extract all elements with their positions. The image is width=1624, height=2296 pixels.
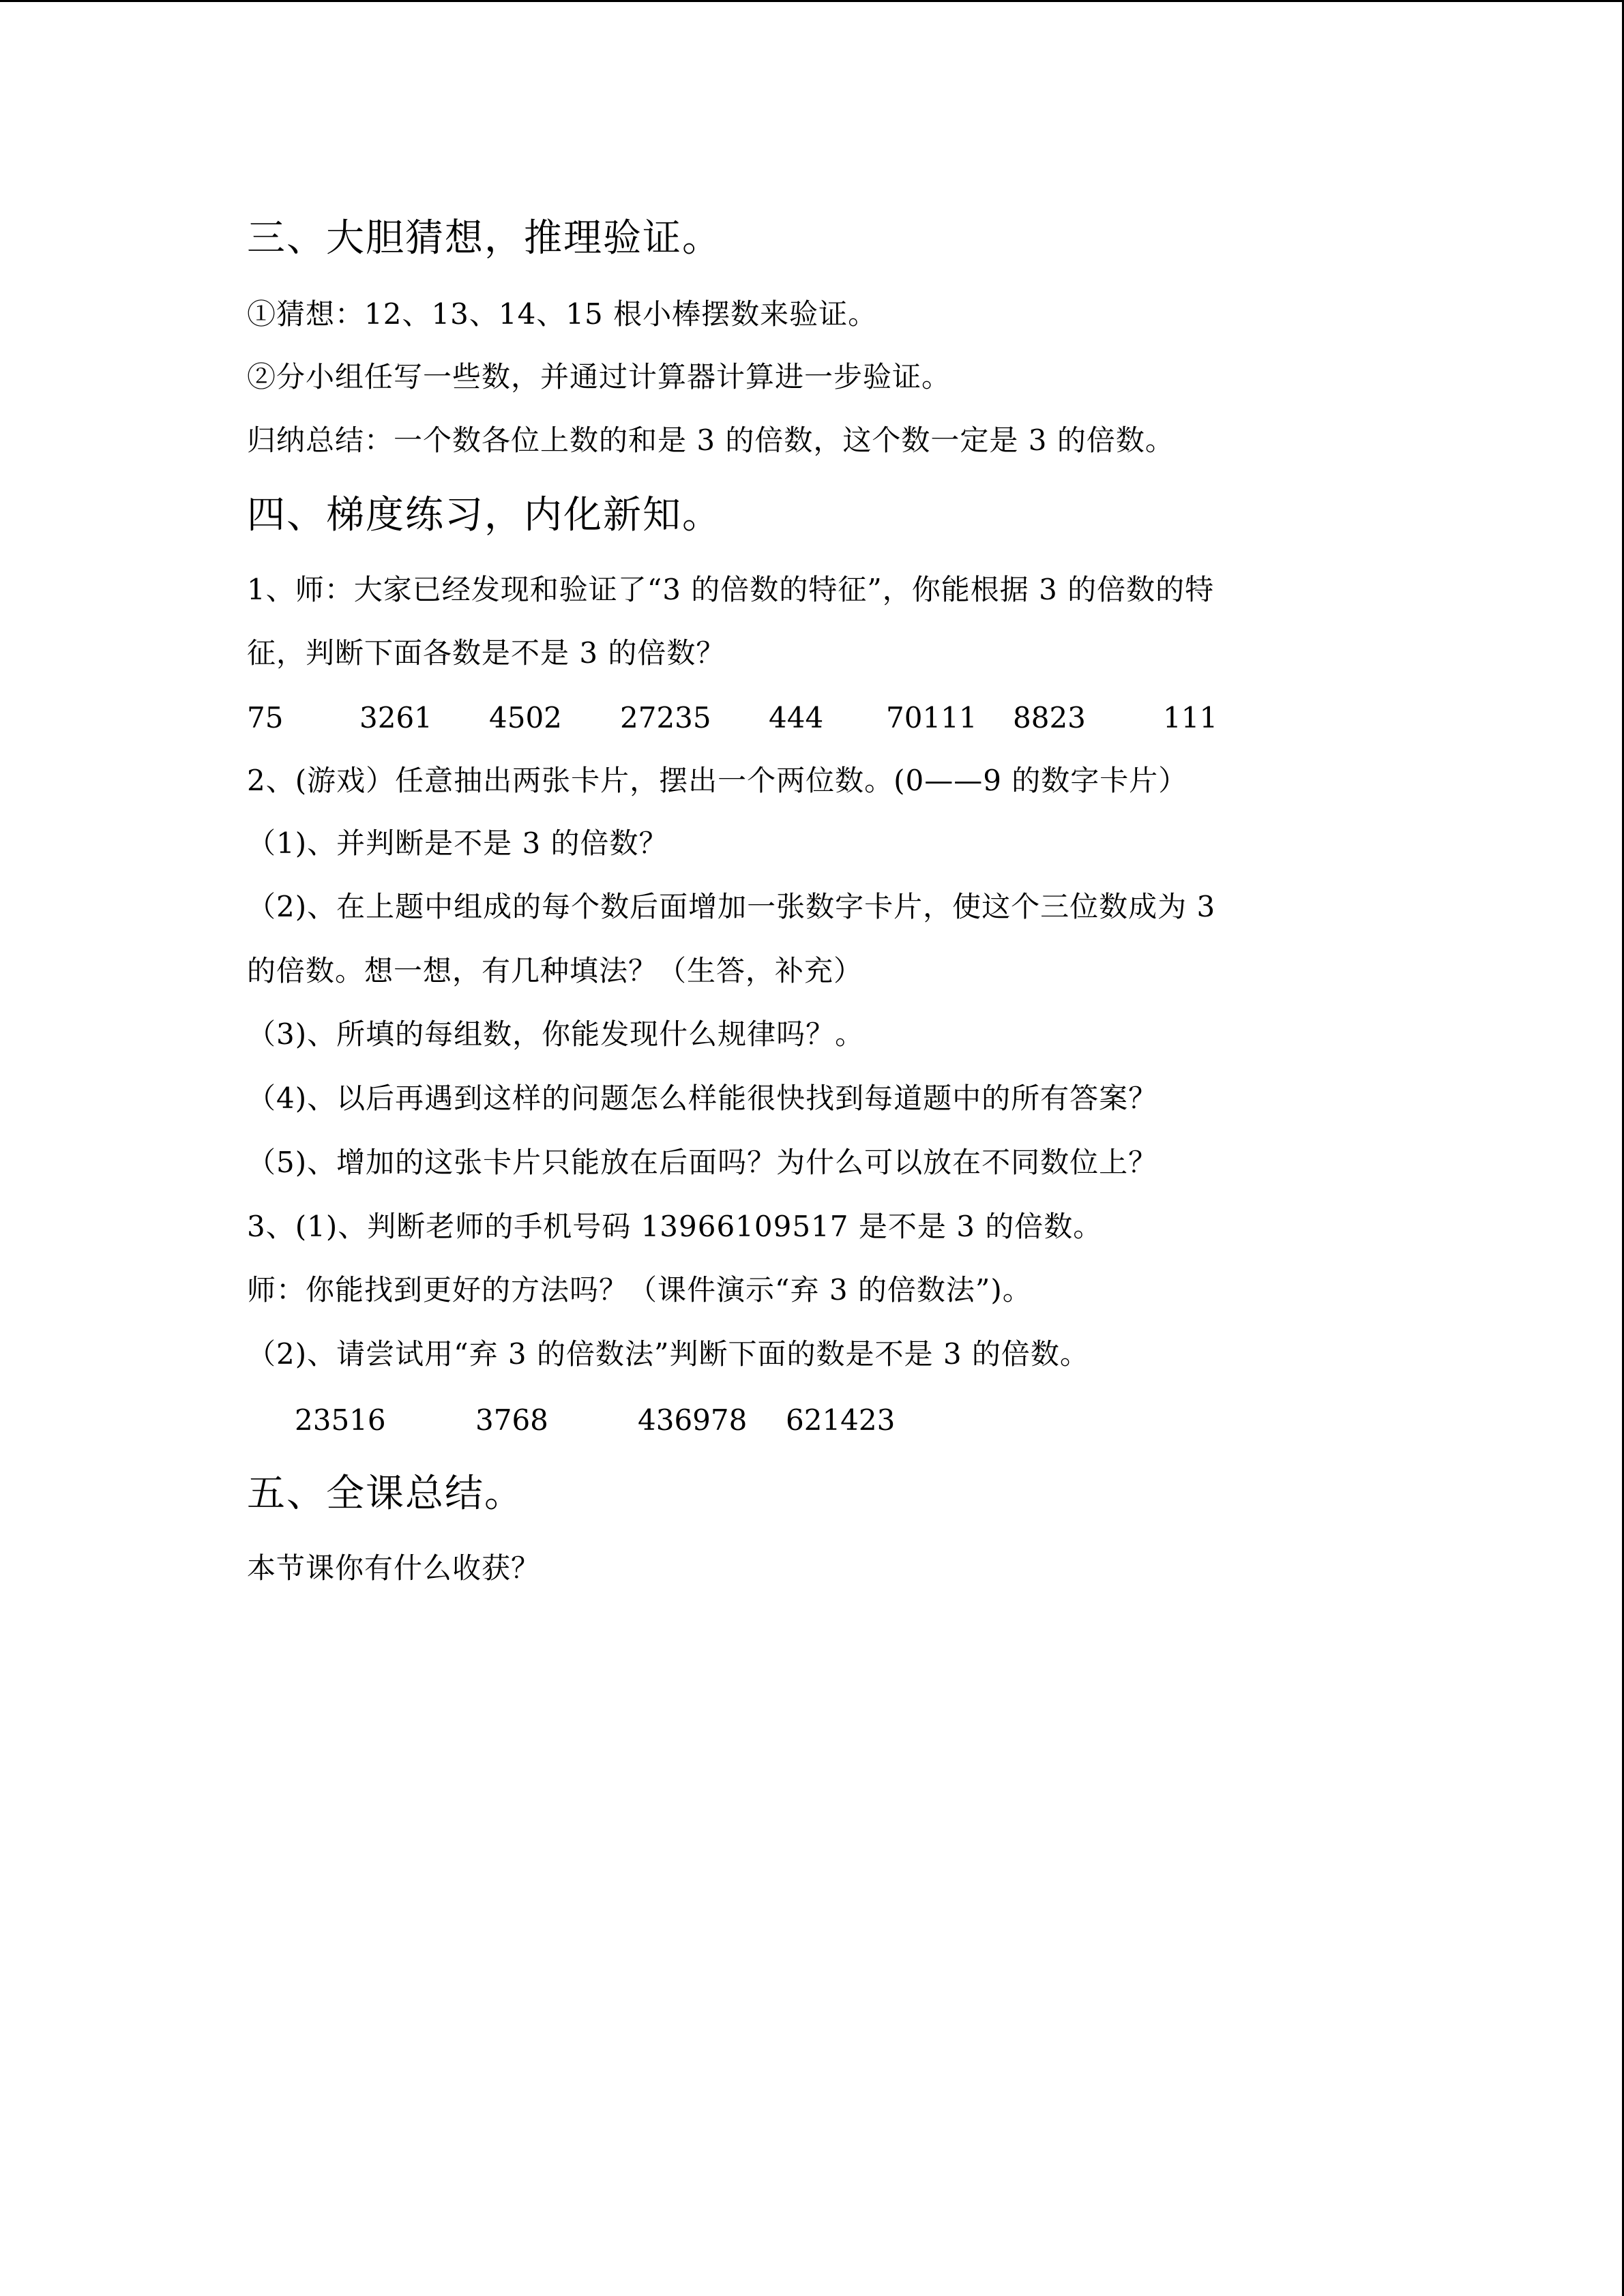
q2-sub2-line1: （2)、在上题中组成的每个数后面增加一张数字卡片，使这个三位数成为 3	[247, 890, 1216, 923]
q3-number: 3768	[475, 1403, 548, 1437]
section-5-heading: 五、全课总结。	[247, 1472, 524, 1516]
q3-number: 621423	[786, 1403, 896, 1437]
q2-sub3: （3)、所填的每组数，你能发现什么规律吗？。	[247, 1017, 865, 1051]
q2-sub5: （5)、增加的这张卡片只能放在后面吗？为什么可以放在不同数位上？	[247, 1146, 1158, 1179]
q1-number: 111	[1163, 701, 1218, 734]
q3-number-list	[247, 1404, 1379, 1437]
q1-number: 75	[247, 701, 284, 734]
section-4-heading: 四、梯度练习，内化新知。	[247, 493, 722, 537]
q1-number: 8823	[1013, 701, 1086, 734]
top-border-line	[0, 0, 1624, 2]
section-3-group-verify: ②分小组任写一些数，并通过计算器计算进一步验证。	[247, 360, 951, 393]
q1-number-list	[247, 702, 1379, 734]
q2-sub2-line2: 的倍数。想一想，有几种填法？（生答，补充）	[247, 954, 863, 987]
q1-number: 3261	[359, 701, 432, 734]
q1-number: 4502	[489, 701, 562, 734]
section-3-heading: 三、大胆猜想，推理验证。	[247, 216, 722, 260]
q1-text-line1: 1、师：大家已经发现和验证了“3 的倍数的特征”，你能根据 3 的倍数的特	[247, 573, 1215, 606]
q3-number: 23516	[295, 1403, 386, 1437]
q1-number: 70111	[886, 701, 977, 734]
section-3-summary: 归纳总结：一个数各位上数的和是 3 的倍数，这个数一定是 3 的倍数。	[247, 423, 1175, 457]
q1-number: 27235	[620, 701, 711, 734]
q1-text-line2: 征，判断下面各数是不是 3 的倍数？	[247, 636, 726, 670]
q2-sub4: （4)、以后再遇到这样的问题怎么样能很快找到每道题中的所有答案？	[247, 1082, 1158, 1115]
section-5-question: 本节课你有什么收获？	[247, 1551, 541, 1585]
q3-teacher-prompt: 师：你能找到更好的方法吗？（课件演示“弃 3 的倍数法”)。	[247, 1273, 1032, 1307]
section-3-guess: ①猜想：12、13、14、15 根小棒摆数来验证。	[247, 297, 878, 331]
q3-number: 436978	[638, 1403, 748, 1437]
q2-sub1: （1)、并判断是不是 3 的倍数？	[247, 826, 668, 860]
q2-text: 2、(游戏）任意抽出两张卡片，摆出一个两位数。(0——9 的数字卡片）	[247, 764, 1188, 797]
q3-sub1: 3、(1)、判断老师的手机号码 13966109517 是不是 3 的倍数。	[247, 1210, 1103, 1243]
q1-number: 444	[769, 701, 824, 734]
q3-sub2: （2)、请尝试用“弃 3 的倍数法”判断下面的数是不是 3 的倍数。	[247, 1337, 1089, 1371]
